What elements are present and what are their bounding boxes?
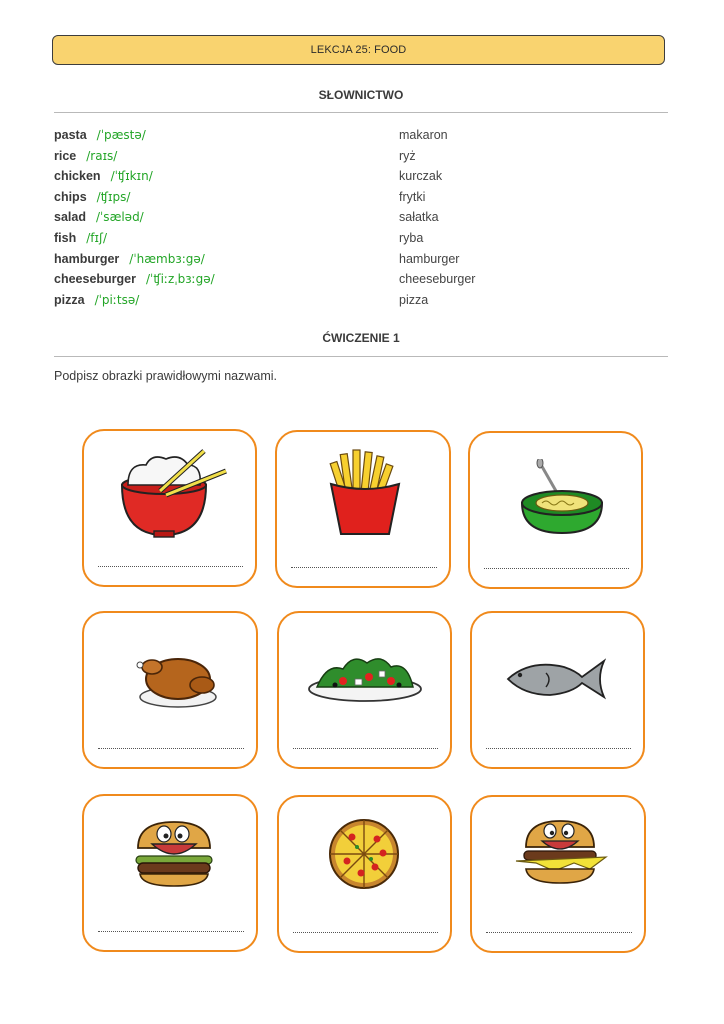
answer-line[interactable] (486, 932, 632, 933)
polish-translation: frytki (399, 189, 426, 204)
english-word: chips (54, 189, 87, 204)
polish-translation: pizza (399, 292, 429, 307)
answer-line[interactable] (293, 932, 438, 933)
cheeseburger-icon (514, 817, 608, 887)
english-word: salad (54, 210, 86, 225)
english-word: fish (54, 230, 77, 245)
polish-translation: kurczak (399, 169, 443, 184)
vocabulary-row (54, 269, 668, 290)
pronunciation: /fɪʃ/ (86, 230, 108, 245)
picture-card-pizza (277, 795, 452, 953)
vocabulary-row (54, 228, 668, 249)
hamburger-icon (132, 818, 216, 890)
pronunciation: /ʧɪps/ (96, 189, 131, 204)
lesson-title-banner (52, 35, 665, 65)
exercise-title: ĆWICZENIE 1 (322, 331, 400, 345)
pronunciation: /raɪs/ (86, 148, 118, 163)
exercise-instruction: Podpisz obrazki prawidłowymi nazwami. (54, 369, 277, 383)
pronunciation: /ˈʧiːzˌbɜːgə/ (145, 272, 215, 287)
answer-line[interactable] (486, 748, 631, 749)
answer-line[interactable] (98, 931, 244, 932)
vocabulary-row (54, 249, 668, 270)
vocabulary-row (54, 125, 668, 146)
pronunciation: /ˈsæləd/ (95, 210, 144, 225)
polish-translation: ryba (399, 230, 424, 245)
answer-line[interactable] (291, 567, 437, 568)
chicken-icon (132, 645, 222, 715)
answer-line[interactable] (98, 748, 244, 749)
picture-card-chips (275, 430, 451, 588)
english-word: chicken (54, 169, 101, 184)
divider (54, 112, 668, 113)
rice-icon (114, 443, 234, 543)
english-word: hamburger (54, 251, 120, 266)
chips-icon (325, 448, 405, 538)
picture-card-cheeseburger (470, 795, 646, 953)
polish-translation: makaron (399, 128, 448, 142)
answer-line[interactable] (98, 566, 243, 567)
vocabulary-row (54, 187, 668, 208)
vocabulary-list (54, 125, 668, 310)
picture-card-rice (82, 429, 257, 587)
vocabulary-row (54, 166, 668, 187)
polish-translation: ryż (399, 148, 416, 163)
vocabulary-section-title: SŁOWNICTWO (318, 88, 404, 102)
pronunciation: /ˈpiːtsə/ (94, 292, 140, 307)
divider (54, 356, 668, 357)
vocabulary-row (54, 290, 668, 311)
salad-icon (307, 647, 423, 707)
lesson-title: LEKCJA 25: FOOD (310, 44, 407, 56)
english-word: cheeseburger (54, 272, 136, 287)
fish-icon (506, 657, 606, 701)
vocabulary-row (54, 146, 668, 167)
pronunciation: /ˈʧɪkɪn/ (110, 169, 153, 184)
polish-translation: hamburger (399, 251, 460, 266)
answer-line[interactable] (484, 568, 629, 569)
pizza-icon (327, 817, 401, 891)
pronunciation: /ˈhæmbɜ:gə/ (129, 251, 205, 266)
pronunciation: /ˈpæstə/ (96, 128, 146, 142)
english-word: rice (54, 148, 77, 163)
picture-card-pasta (468, 431, 643, 589)
english-word: pasta (54, 128, 87, 142)
picture-card-fish (470, 611, 645, 769)
pasta-icon (518, 459, 608, 539)
polish-translation: cheeseburger (399, 272, 476, 287)
picture-card-salad (277, 611, 452, 769)
picture-card-hamburger (82, 794, 258, 952)
answer-line[interactable] (293, 748, 438, 749)
polish-translation: sałatka (399, 210, 439, 225)
vocabulary-row (54, 207, 668, 228)
english-word: pizza (54, 292, 85, 307)
picture-card-chicken (82, 611, 258, 769)
